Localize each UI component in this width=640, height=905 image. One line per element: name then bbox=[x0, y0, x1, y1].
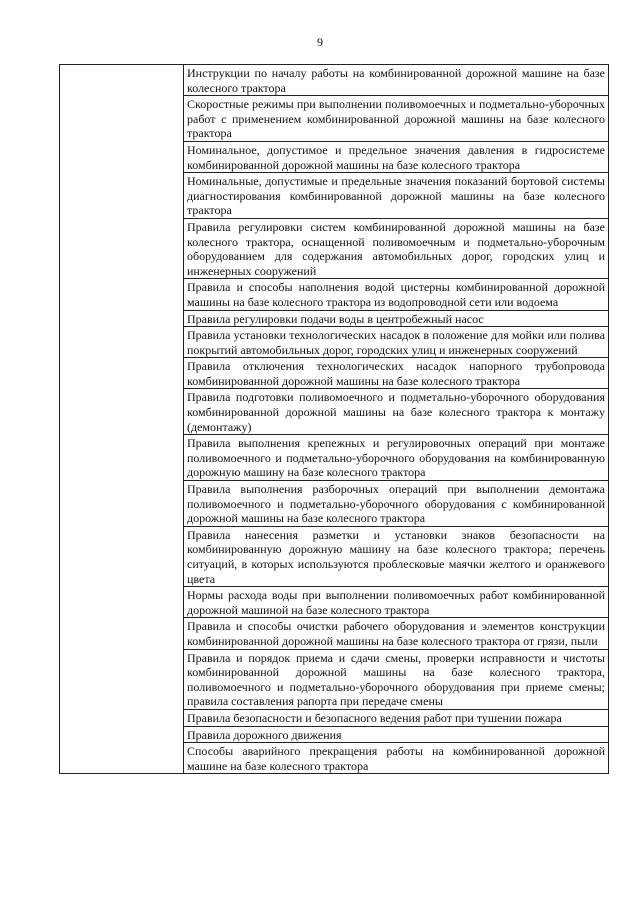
knowledge-item: Правила подготовки поливомоечного и подметально-уборочного оборудования комбинированной дорожной машины на базе колесного трактора к монтажу (демонтажу) bbox=[184, 389, 609, 435]
page-number: 9 bbox=[317, 35, 323, 49]
knowledge-item: Инструкции по началу работы на комбинированной дорожной машине на базе колесного трактора bbox=[184, 65, 609, 96]
knowledge-item: Правила выполнения крепежных и регулировочных операций при монтаже поливомоечного и подметально-уборочного оборудования на комбинированную дорожную машину на базе колесного трактора bbox=[184, 435, 609, 481]
knowledge-item: Правила и способы наполнения водой цистерны комбинированной дорожной машины на базе колесного трактора из водопроводной сети или водоема bbox=[184, 279, 609, 310]
knowledge-item: Правила и порядок приема и сдачи смены, проверки исправности и чистоты комбинированной дорожной машины на базе колесного трактора, поливомоечного и подметально-уборочного оборудования при приеме смены; правила составления рапорта при передаче смены bbox=[184, 649, 609, 709]
knowledge-item: Правила и способы очистки рабочего оборудования и элементов конструкции комбинированной дорожной машины на базе колесного трактора от грязи, пыли bbox=[184, 618, 609, 649]
requirements-table bbox=[59, 64, 609, 774]
knowledge-item: Правила безопасности и безопасного ведения работ при тушении пожара bbox=[184, 709, 609, 726]
knowledge-item: Правила установки технологических насадок в положение для мойки или полива покрытий автомобильных дорог, городских улиц и инженерных сооружений bbox=[184, 327, 609, 358]
table-row bbox=[60, 65, 609, 96]
knowledge-item: Скоростные режимы при выполнении поливомоечных и подметально-уборочных работ с применением комбинированной дорожной машины на базе колесного трактора bbox=[184, 96, 609, 142]
left-column-cell bbox=[60, 65, 184, 774]
knowledge-item: Способы аварийного прекращения работы на комбинированной дорожной машине на базе колесного трактора bbox=[184, 743, 609, 774]
knowledge-item: Правила регулировки подачи воды в центробежный насос bbox=[184, 310, 609, 327]
knowledge-item: Номинальное, допустимое и предельное значения давления в гидросистеме комбинированной дорожной машины на базе колесного трактора bbox=[184, 141, 609, 172]
knowledge-item: Правила регулировки систем комбинированной дорожной машины на базе колесного трактора, оснащенной поливомоечным и подметально-уборочным оборудованием для содержания автомобильных дорог, городских улиц и инженерных сооружений bbox=[184, 218, 609, 278]
knowledge-item: Правила дорожного движения bbox=[184, 726, 609, 743]
knowledge-item: Правила отключения технологических насадок напорного трубопровода комбинированной дорожной машины на базе колесного трактора bbox=[184, 358, 609, 389]
knowledge-item: Нормы расхода воды при выполнении поливомоечных работ комбинированной дорожной машиной на базе колесного трактора bbox=[184, 587, 609, 618]
knowledge-item: Номинальные, допустимые и предельные значения показаний бортовой системы диагностирования комбинированной дорожной машины на базе колесного трактора bbox=[184, 173, 609, 219]
knowledge-item: Правила нанесения разметки и установки знаков безопасности на комбинированную дорожную машину на базе колесного трактора; перечень ситуаций, в которых используются проблесковые маячки желтого и оранжевого цвета bbox=[184, 526, 609, 586]
knowledge-item: Правила выполнения разборочных операций при выполнении демонтажа поливомоечного и подметально-уборочного оборудования с комбинированной дорожной машины на базе колесного трактора bbox=[184, 481, 609, 527]
